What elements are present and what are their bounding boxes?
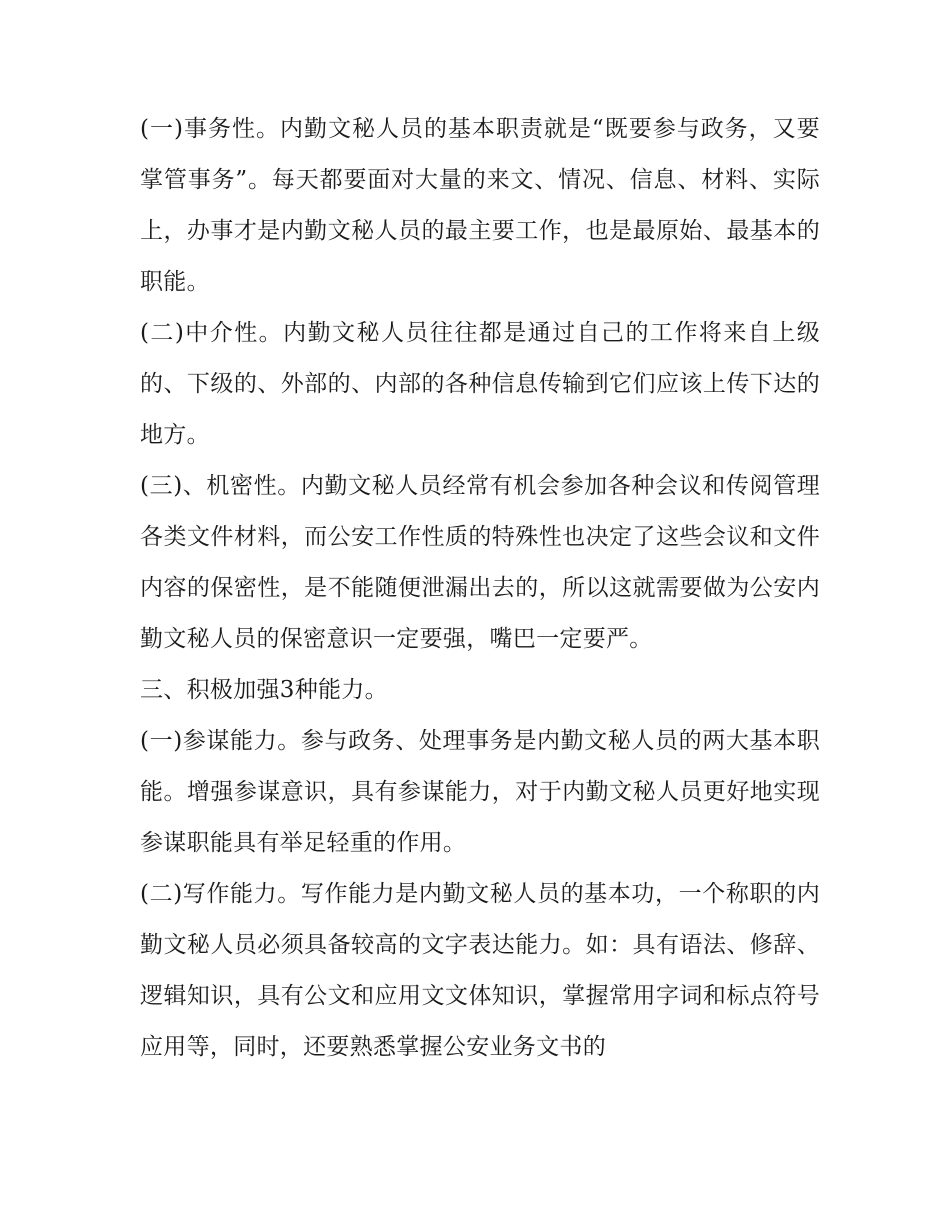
paragraph-confidentiality: (三)、机密性。内勤文秘人员经常有机会参加各种会议和传阅管理各类文件材料，而公安工作性质的特殊性也决定了这些会议和文件内容的保密性，是不能随便泄漏出去的，所以这就需要做为公安内勤文秘人员的保密意识一定要强，嘴巴一定要严。: [140, 473, 820, 652]
section-heading-three-abilities: 三、积极加强3种能力。: [140, 677, 388, 703]
paragraph-affairs: (一)事务性。内勤文秘人员的基本职责就是“既要参与政务，又要掌管事务”。每天都要面对大量的来文、情况、信息、材料、实际上，办事才是内勤文秘人员的最主要工作，也是最原始、最基本的职能。: [140, 116, 820, 295]
paragraph-writing-ability: (二)写作能力。写作能力是内勤文秘人员的基本功，一个称职的内勤文秘人员必须具备较高的文字表达能力。如：具有语法、修辞、逻辑知识，具有公文和应用文文体知识，掌握常用字词和标点符号应用等，同时，还要熟悉掌握公安业务文书的: [140, 881, 820, 1060]
paragraph-advisory-ability: (一)参谋能力。参与政务、处理事务是内勤文秘人员的两大基本职能。增强参谋意识，具有参谋能力，对于内勤文秘人员更好地实现参谋职能具有举足轻重的作用。: [140, 728, 820, 856]
document-body: [140, 104, 820, 1073]
paragraph-intermediary: (二)中介性。内勤文秘人员往往都是通过自己的工作将来自上级的、下级的、外部的、内部的各种信息传输到它们应该上传下达的地方。: [140, 320, 820, 448]
